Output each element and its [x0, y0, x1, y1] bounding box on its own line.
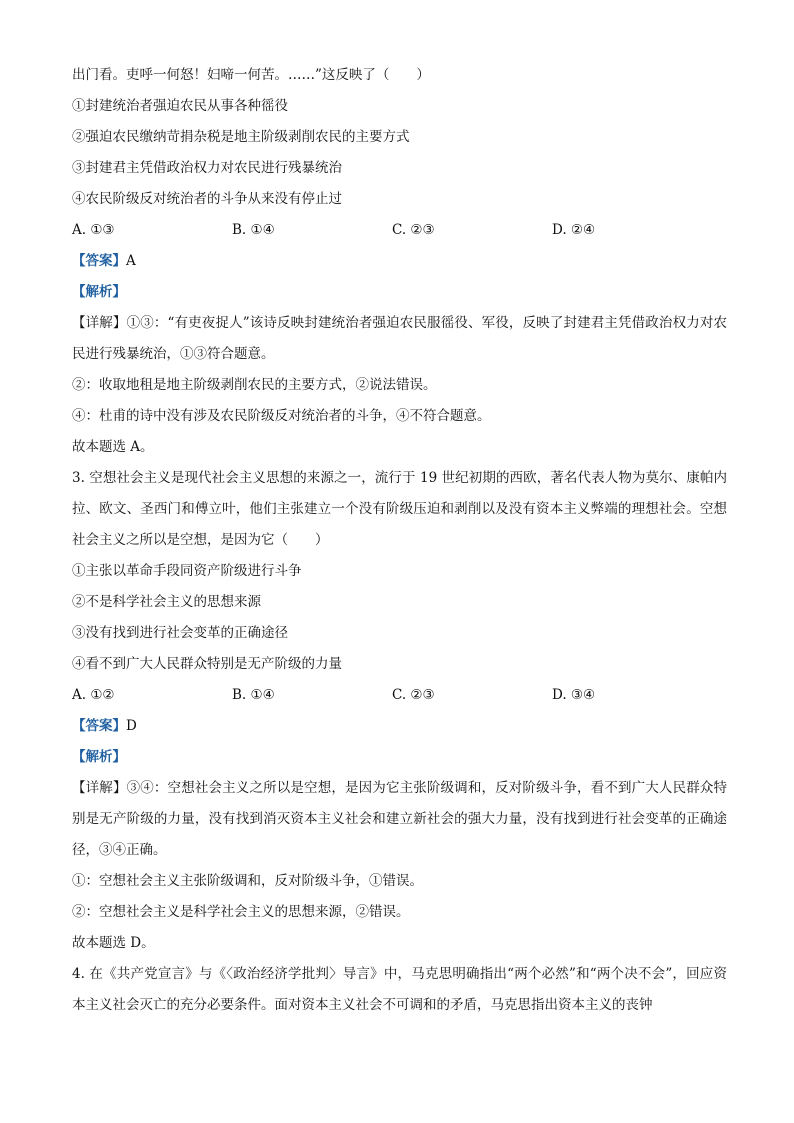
q3-statement-3: ③没有找到进行社会变革的正确途径 [72, 625, 288, 641]
q3-option-d: D. ③④ [552, 687, 596, 703]
q2-option-a: A. ①③ [72, 222, 115, 238]
q3-statement-2: ②不是科学社会主义的思想来源 [72, 594, 261, 610]
q3-detail-1 [72, 773, 727, 866]
q3-detail-2: ①：空想社会主义主张阶级调和，反对阶级斗争，①错误。 [72, 873, 423, 889]
analysis-tag: 【解析】 [72, 749, 126, 765]
q2-detail-3: ④：杜甫的诗中没有涉及农民阶级反对统治者的斗争，④不符合题意。 [72, 408, 491, 424]
q2-statement-4: ④农民阶级反对统治者的斗争从来没有停止过 [72, 191, 342, 207]
detail-tag: 【详解】 [72, 780, 127, 796]
document-page [72, 60, 727, 1021]
q2-answer [72, 246, 727, 277]
q3-option-b: B. ①④ [232, 687, 275, 703]
detail-text: ③④：空想社会主义之所以是空想，是因为它主张阶级调和，反对阶级斗争，看不到广大人民群众特别是无产阶级的力量，没有找到消灭资本主义社会和建立新社会的强大力量，没有找到进行社会变革的正确途径，③④正确。 [72, 780, 728, 858]
answer-value: A [126, 253, 136, 269]
q2-options [72, 215, 727, 246]
answer-tag: 【答案】 [72, 718, 126, 734]
q3-option-a: A. ①② [72, 687, 115, 703]
q3-stem: 3. 空想社会主义是现代社会主义思想的来源之一，流行于 19 世纪初期的西欧，著名代表人物为莫尔、康帕内拉、欧文、圣西门和傅立叶，他们主张建立一个没有阶级压迫和剥削以及没有资本主义弊端的理想社会。空想社会主义之所以是空想，是因为它（ ） [72, 470, 727, 548]
detail-tag: 【详解】 [72, 315, 127, 331]
q3-answer [72, 711, 727, 742]
q3-analysis-heading [72, 742, 727, 773]
q2-detail-1 [72, 308, 727, 370]
q2-statement-2: ②强迫农民缴纳苛捐杂税是地主阶级剥削农民的主要方式 [72, 129, 410, 145]
answer-tag: 【答案】 [72, 253, 126, 269]
analysis-tag: 【解析】 [72, 284, 126, 300]
q2-option-d: D. ②④ [552, 222, 596, 238]
q3-detail-3: ②：空想社会主义是科学社会主义的思想来源，②错误。 [72, 904, 410, 920]
q3-options [72, 680, 727, 711]
q2-option-b: B. ①④ [232, 222, 275, 238]
q2-detail-2: ②：收取地租是地主阶级剥削农民的主要方式，②说法错误。 [72, 377, 437, 393]
q3-statement-4: ④看不到广大人民群众特别是无产阶级的力量 [72, 656, 342, 672]
q3-statement-1: ①主张以革命手段同资产阶级进行斗争 [72, 563, 302, 579]
detail-text: ①③：“有吏夜捉人”该诗反映封建统治者强迫农民服徭役、军役，反映了封建君主凭借政治权力对农民进行残暴统治，①③符合题意。 [72, 315, 727, 362]
q2-conclusion: 故本题选 A。 [72, 439, 154, 455]
q2-stem-tail: 出门看。吏呼一何怒！妇啼一何苦。……”这反映了（ ） [72, 67, 430, 83]
q3-conclusion: 故本题选 D。 [72, 935, 155, 951]
answer-value: D [126, 718, 137, 734]
q2-statement-3: ③封建君主凭借政治权力对农民进行残暴统治 [72, 160, 342, 176]
q2-analysis-heading [72, 277, 727, 308]
q2-option-c: C. ②③ [392, 222, 435, 238]
q2-statement-1: ①封建统治者强迫农民从事各种徭役 [72, 98, 288, 114]
q3-option-c: C. ②③ [392, 687, 435, 703]
q4-stem: 4. 在《共产党宣言》与《〈政治经济学批判〉导言》中，马克思明确指出“两个必然”和“两个决不会”，回应资本主义社会灭亡的充分必要条件。面对资本主义社会不可调和的矛盾，马克思指出资本主义的丧钟 [72, 966, 727, 1013]
